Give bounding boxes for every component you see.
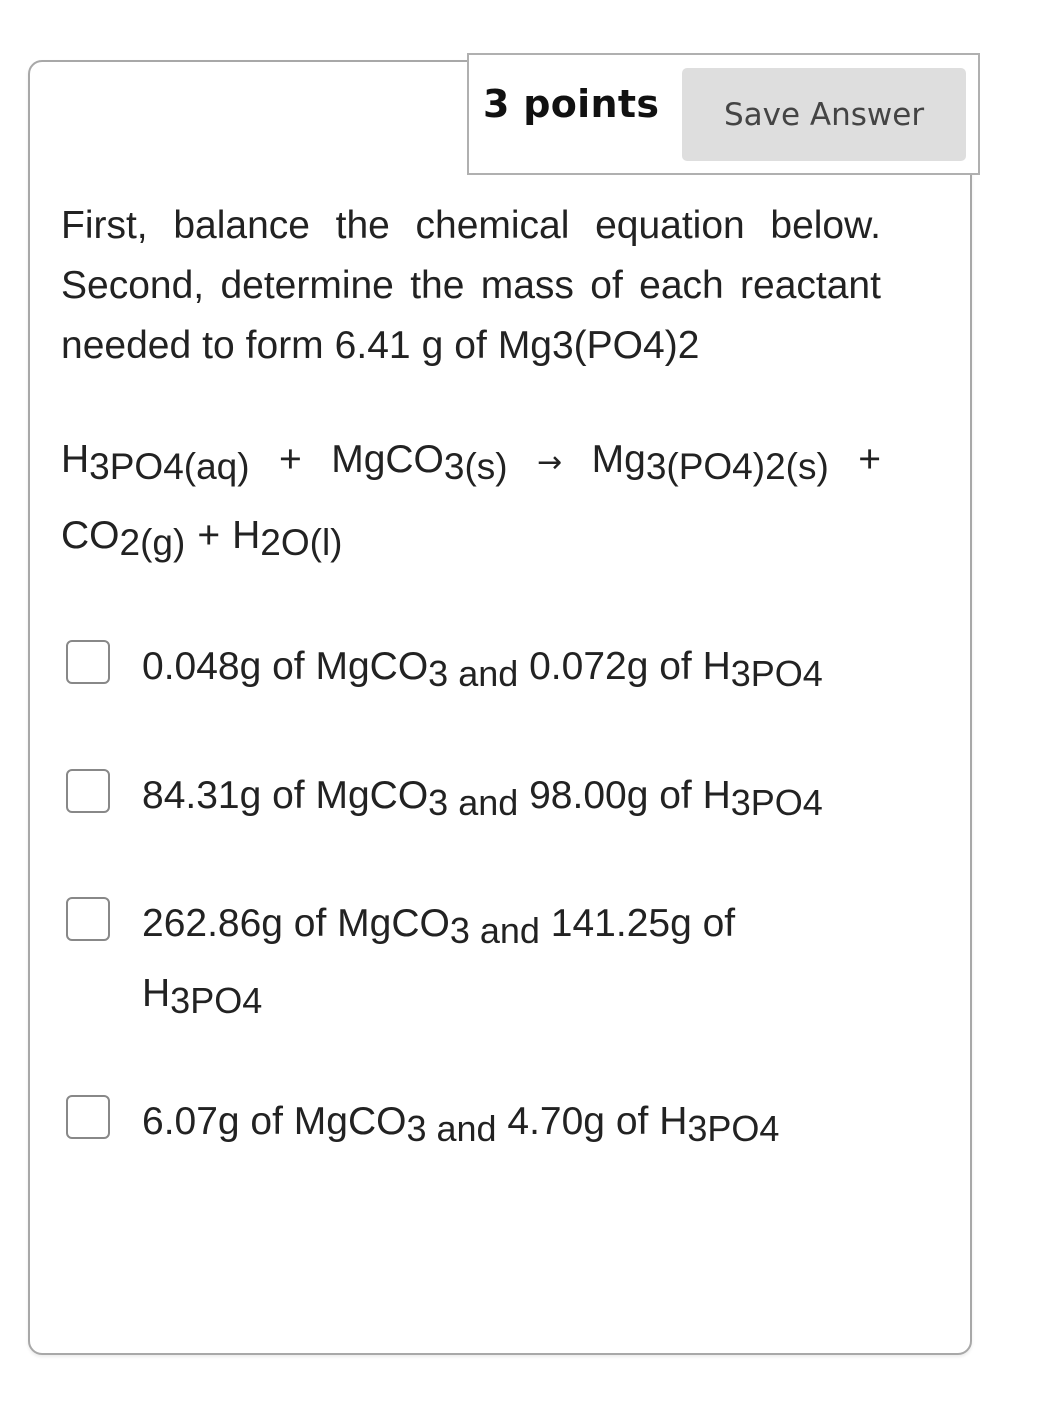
option-subscript: 3PO4 — [170, 980, 263, 1021]
question-text — [61, 196, 881, 376]
option-checkbox[interactable] — [66, 640, 110, 684]
question-word: the — [410, 264, 465, 307]
option-subscript: 3 and — [428, 782, 519, 823]
question-word: the — [335, 204, 390, 247]
option-subscript: 3PO4 — [730, 653, 823, 694]
question-word: balance — [173, 204, 310, 247]
formula-text: Mg — [591, 438, 646, 481]
question-word: reactant — [740, 264, 881, 307]
plus-sign: + — [279, 438, 302, 481]
question-word: of — [590, 264, 623, 307]
question-word: mass — [480, 264, 574, 307]
option-part: 4.70g of H — [507, 1100, 688, 1143]
question-line-3 — [61, 316, 881, 376]
option-part: 6.07g of MgCO — [142, 1100, 407, 1143]
question-word: of — [454, 324, 487, 367]
question-word: chemical — [415, 204, 570, 247]
option-part: 0.048g of MgCO — [142, 645, 429, 688]
save-answer-button[interactable]: Save Answer — [682, 68, 966, 161]
product-carbon-dioxide — [61, 514, 186, 563]
question-word: determine — [220, 264, 394, 307]
equation-line-1 — [61, 438, 881, 500]
question-word: below. — [770, 204, 881, 247]
question-header — [467, 53, 980, 175]
question-word: g — [421, 324, 444, 367]
question-word: 6.41 — [334, 324, 411, 367]
option-subscript: 3PO4 — [687, 1108, 780, 1149]
question-word: form — [245, 324, 324, 367]
question-line-1 — [61, 196, 881, 256]
formula-text: H — [232, 514, 261, 557]
option-label[interactable] — [142, 1087, 842, 1157]
plus-sign: + — [858, 438, 881, 481]
formula-subscript: 2(g) — [119, 522, 186, 563]
option-part: 0.072g of H — [529, 645, 731, 688]
option-part: 98.00g of H — [529, 774, 731, 817]
question-word: each — [639, 264, 724, 307]
option-label[interactable] — [142, 761, 842, 831]
option-subscript: 3 and — [406, 1108, 497, 1149]
question-word: First, — [61, 204, 148, 247]
reaction-arrow-icon: → — [537, 445, 563, 480]
option-label[interactable] — [142, 889, 842, 1029]
formula-subscript: 3(PO4)2(s) — [645, 446, 829, 487]
question-word: Second, — [61, 264, 205, 307]
option-part: H — [142, 972, 171, 1015]
formula-subscript: 3PO4(aq) — [89, 446, 250, 487]
question-word: needed — [61, 324, 192, 367]
option-part: 84.31g of MgCO — [142, 774, 429, 817]
option-subscript: 3 and — [449, 910, 540, 951]
question-word: to — [202, 324, 235, 367]
option-part: 262.86g of MgCO — [142, 902, 450, 945]
formula-subscript: 2O(l) — [260, 522, 343, 563]
option-checkbox[interactable] — [66, 769, 110, 813]
plus-sign: + — [197, 514, 221, 557]
reactant-magnesium-carbonate — [331, 438, 508, 487]
formula-text: MgCO — [331, 438, 444, 481]
product-water — [232, 514, 343, 563]
formula-text: CO — [61, 514, 120, 557]
option-subscript: 3 and — [428, 653, 519, 694]
question-word: equation — [595, 204, 745, 247]
formula-text: H — [61, 438, 90, 481]
equation-line-2 — [61, 514, 881, 576]
reactant-phosphoric-acid — [61, 438, 250, 487]
points-label: 3 points — [483, 82, 660, 126]
option-checkbox[interactable] — [66, 897, 110, 941]
chemical-equation — [61, 438, 881, 576]
option-checkbox[interactable] — [66, 1095, 110, 1139]
formula-subscript: 3(s) — [443, 446, 508, 487]
option-label[interactable] — [142, 632, 842, 702]
question-line-2 — [61, 256, 881, 316]
product-magnesium-phosphate — [591, 438, 829, 487]
option-subscript: 3PO4 — [730, 782, 823, 823]
option-part: 141.25g of — [550, 902, 736, 945]
question-word: Mg3(PO4)2 — [497, 324, 700, 367]
